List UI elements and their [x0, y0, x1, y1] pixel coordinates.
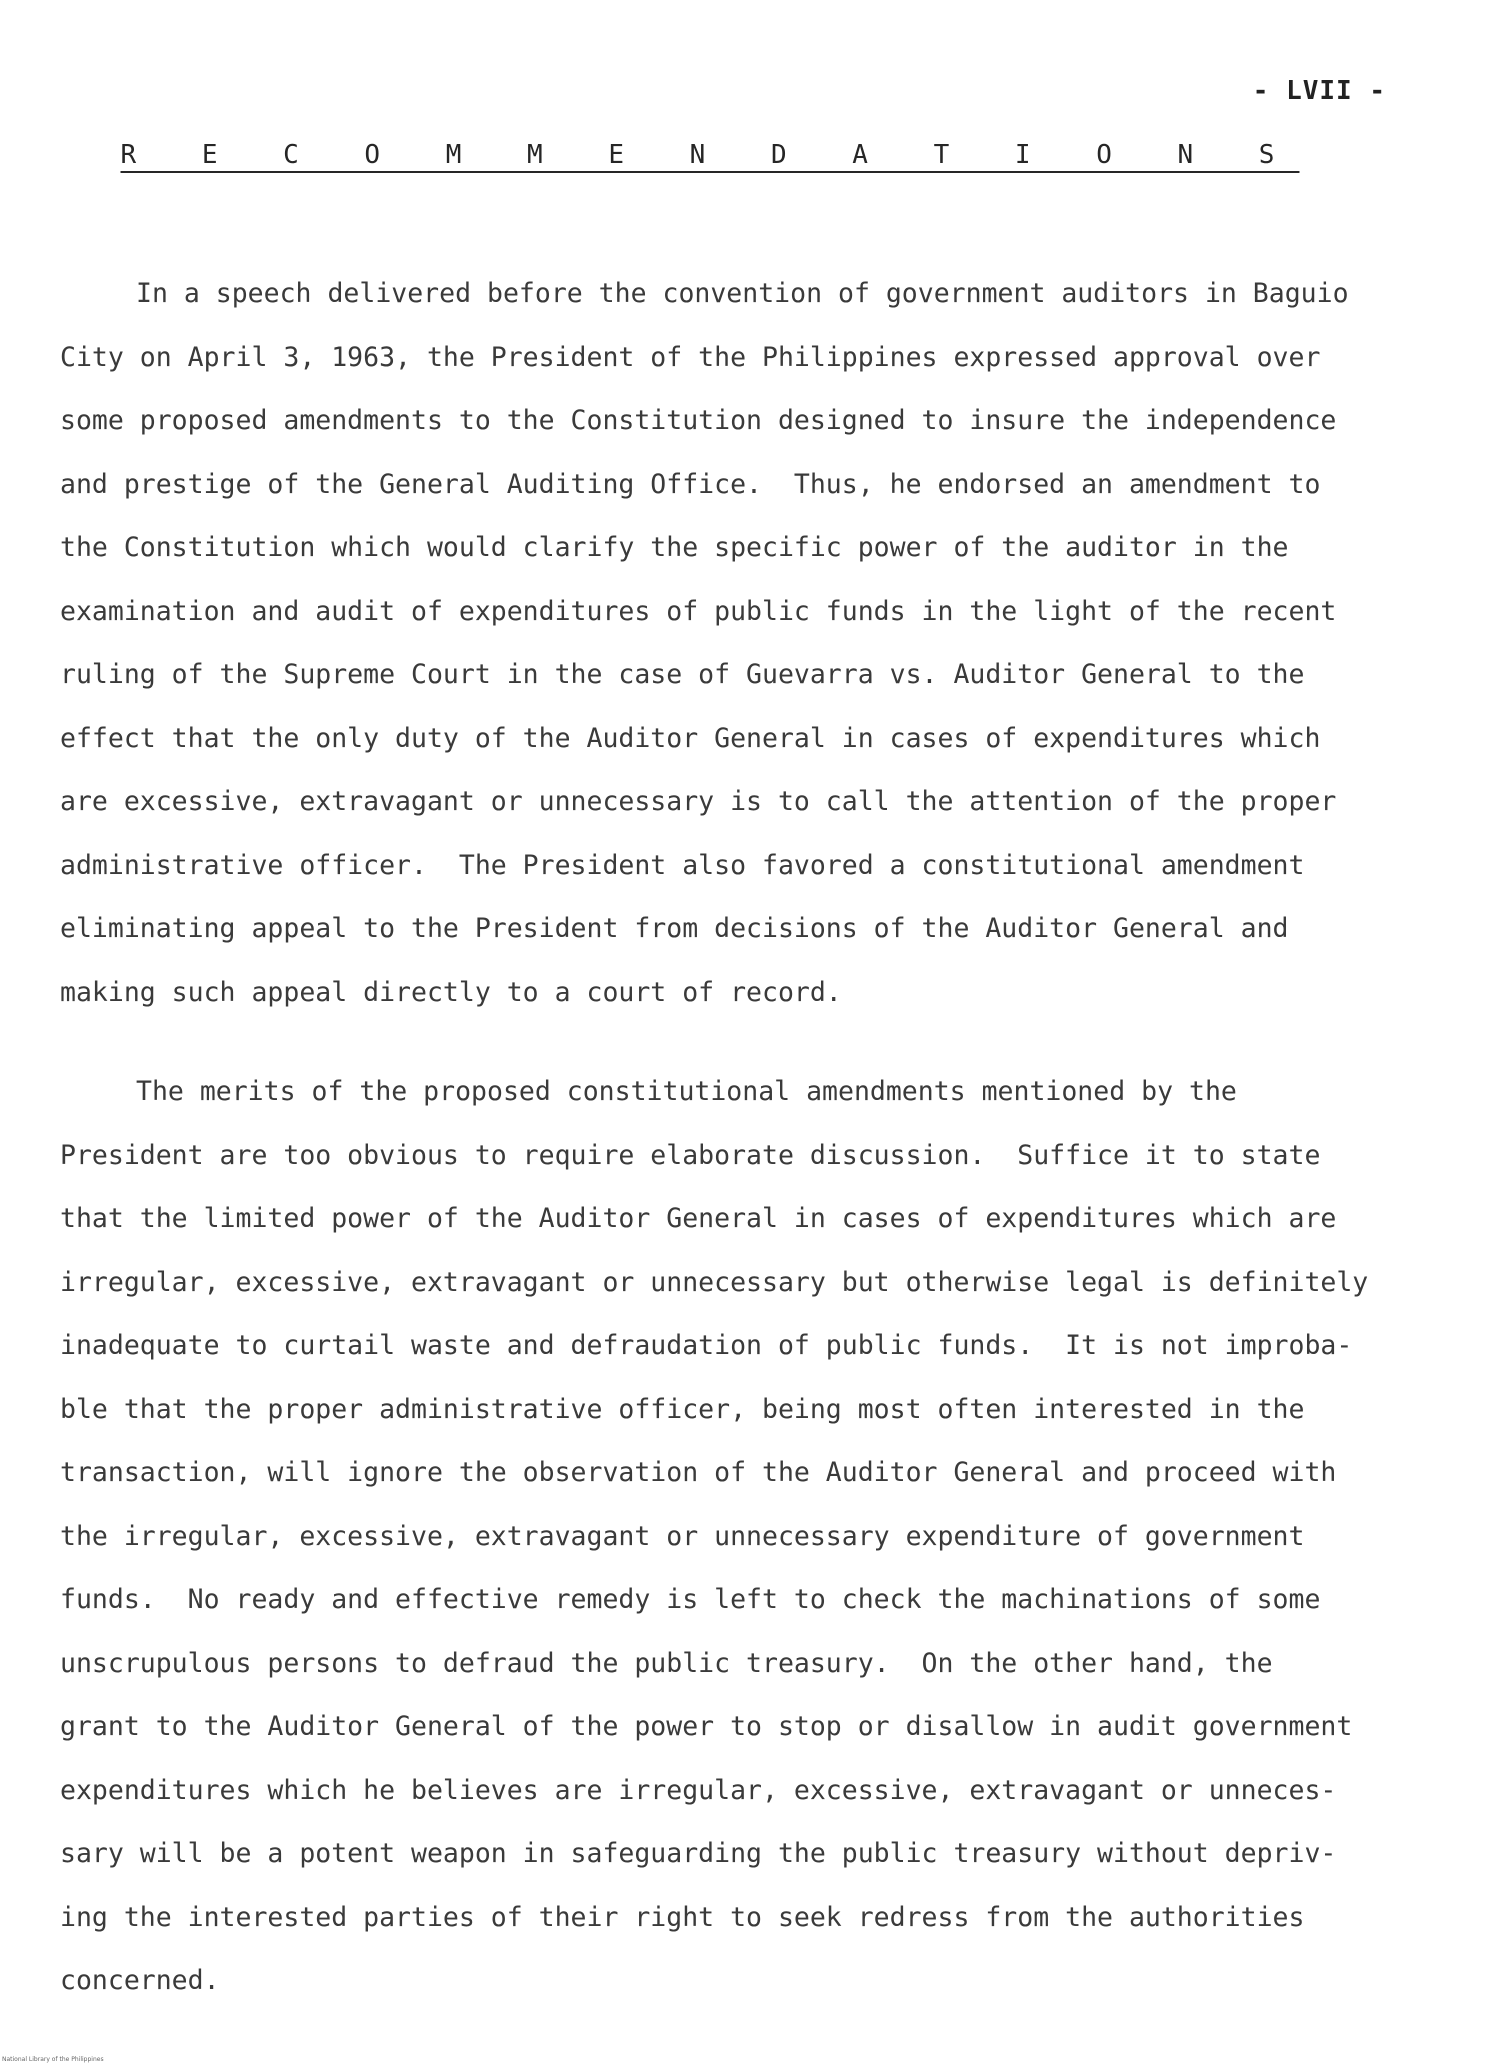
- paragraph-line: inadequate to curtail waste and defraudation of public funds. It is not improba-: [60, 1330, 1353, 1361]
- paragraph-line: the irregular, excessive, extravagant or unnecessary expenditure of government: [60, 1520, 1305, 1552]
- paragraph-line: unscrupulous persons to defraud the public treasury. On the other hand, the: [60, 1647, 1273, 1679]
- page-number: - LVII -: [1252, 76, 1386, 106]
- paragraph-2: [60, 1060, 1420, 2013]
- paragraph-1: [60, 262, 1420, 1024]
- paragraph-line: The merits of the proposed constitutional amendments mentioned by the: [136, 1076, 1237, 1107]
- paragraph-line: City on April 3, 1963, the President of the Philippines expressed approval over: [60, 341, 1321, 373]
- paragraph-line: that the limited power of the Auditor General in cases of expenditures which are: [60, 1203, 1337, 1234]
- paragraph-line: transaction, will ignore the observation of the Auditor General and proceed with: [60, 1457, 1337, 1488]
- paragraph-line: examination and audit of expenditures of public funds in the light of the recent: [60, 595, 1337, 627]
- paragraph-line: sary will be a potent weapon in safeguarding the public treasury without depriv-: [60, 1838, 1337, 1869]
- paragraph-line: funds. No ready and effective remedy is left to check the machinations of some: [60, 1584, 1321, 1615]
- paragraph-line: President are too obvious to require elaborate discussion. Suffice it to state: [60, 1139, 1321, 1171]
- document-title: R E C O M M E N D A T I O N S: [120, 140, 1300, 170]
- paragraph-line: effect that the only duty of the Auditor General in cases of expenditures which: [60, 722, 1321, 754]
- paragraph-line: irregular, excessive, extravagant or unnecessary but otherwise legal is definitely: [60, 1266, 1369, 1298]
- paragraph-line: ble that the proper administrative officer, being most often interested in the: [60, 1393, 1305, 1425]
- paragraph-line: concerned.: [60, 1965, 220, 1996]
- paragraph-line: administrative officer. The President also favored a constitutional amendment: [60, 849, 1305, 881]
- paragraph-line: ing the interested parties of their right to seek redress from the authorities: [60, 1901, 1305, 1933]
- archive-caption: National Library of the Philippines: [2, 2056, 104, 2063]
- paragraph-line: expenditures which he believes are irregular, excessive, extravagant or unneces-: [60, 1774, 1337, 1806]
- paragraph-line: In a speech delivered before the convention of government auditors in Baguio: [136, 278, 1349, 309]
- paragraph-line: and prestige of the General Auditing Office. Thus, he endorsed an amendment to: [60, 468, 1321, 500]
- paragraph-line: grant to the Auditor General of the power to stop or disallow in audit government: [60, 1711, 1353, 1742]
- paragraph-line: some proposed amendments to the Constitution designed to insure the independence: [60, 405, 1337, 436]
- paragraph-line: eliminating appeal to the President from decisions of the Auditor General and: [60, 913, 1289, 944]
- paragraph-line: ruling of the Supreme Court in the case of Guevarra vs. Auditor General to the: [60, 659, 1305, 690]
- paragraph-line: making such appeal directly to a court of record.: [60, 976, 842, 1008]
- paragraph-line: the Constitution which would clarify the specific power of the auditor in the: [60, 532, 1289, 563]
- paragraph-line: are excessive, extravagant or unnecessary is to call the attention of the proper: [60, 786, 1337, 817]
